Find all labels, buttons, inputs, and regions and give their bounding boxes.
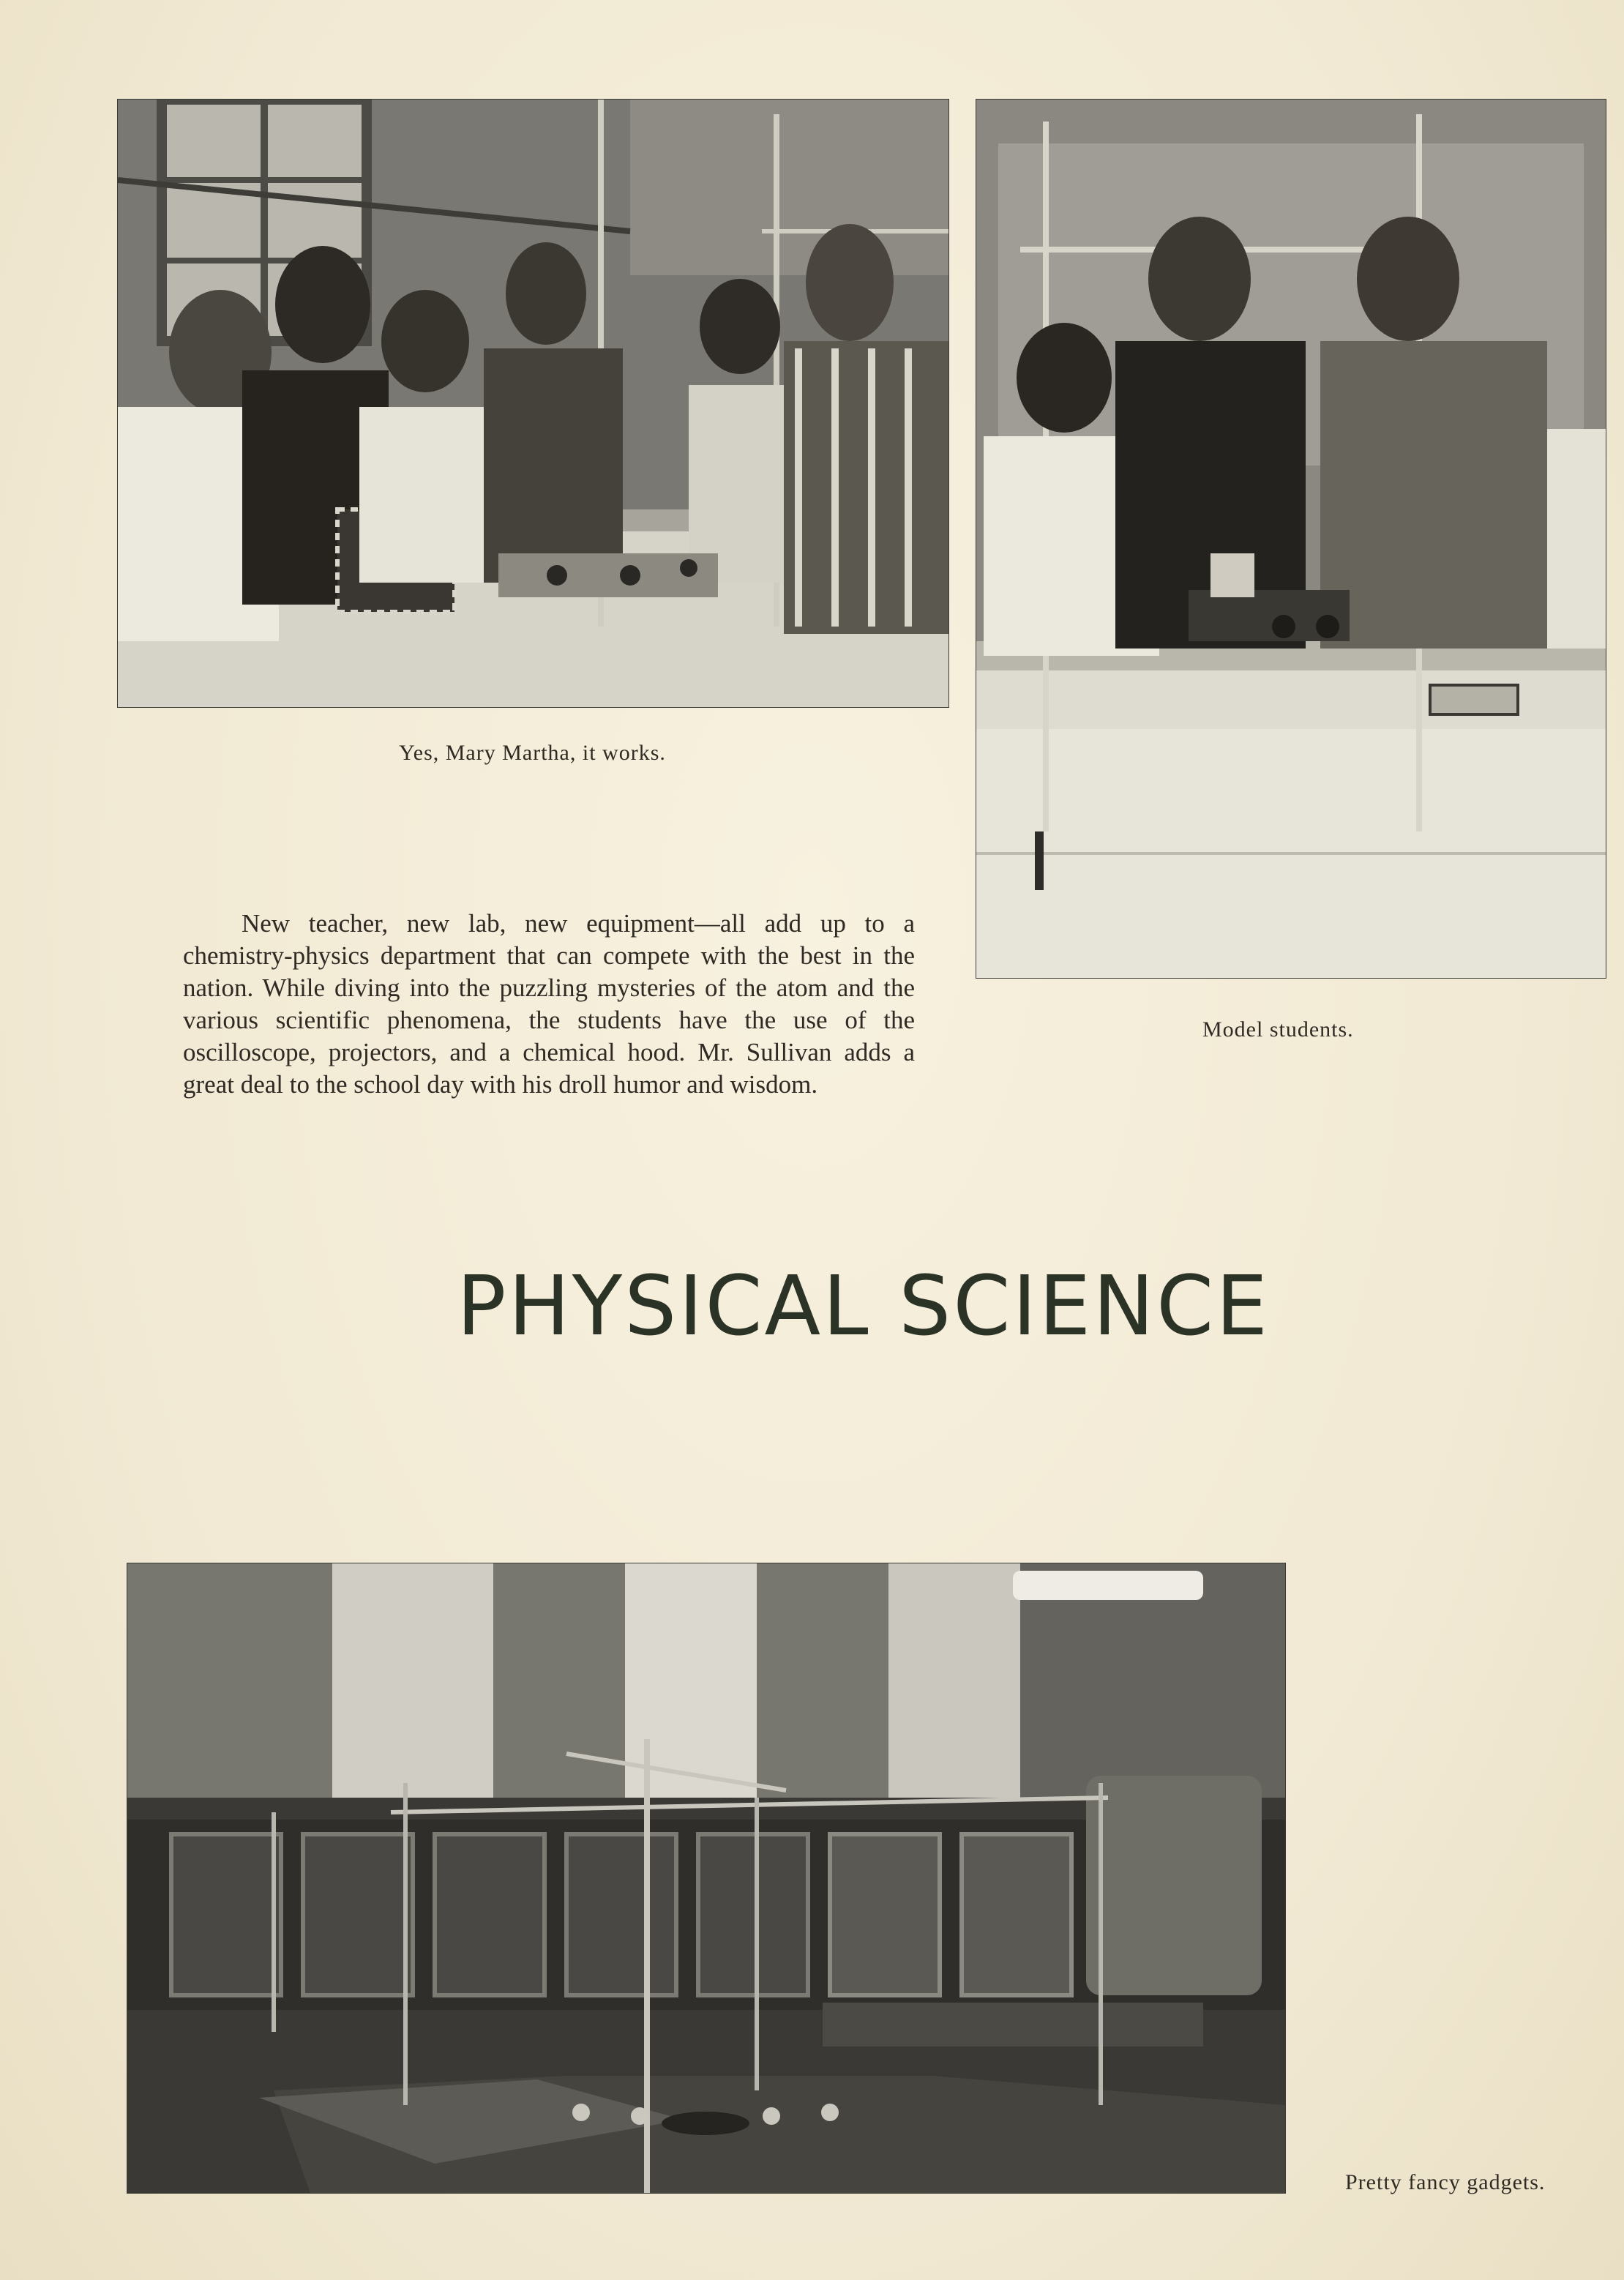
- photo-model-students: [976, 99, 1606, 979]
- department-description: New teacher, new lab, new equipment—all add up to a chemistry-physics department that can compete with the best in the nation. While diving into the puzzling mysteries of the atom and the various scientific phenomena, the students have the use of the oscilloscope, projectors, and a chemical hood. Mr. Sullivan adds a great deal to the school day with his droll humor and wisdom.: [183, 909, 915, 1099]
- photo-empty-lab: [127, 1563, 1286, 2194]
- photo-2-caption: Model students.: [1202, 1017, 1354, 1042]
- photo-lab-bench-students: [117, 99, 949, 708]
- photo-1-caption: Yes, Mary Martha, it works.: [399, 741, 666, 765]
- photo-3-caption: Pretty fancy gadgets.: [1345, 2170, 1546, 2194]
- section-title: PHYSICAL SCIENCE: [457, 1259, 1270, 1354]
